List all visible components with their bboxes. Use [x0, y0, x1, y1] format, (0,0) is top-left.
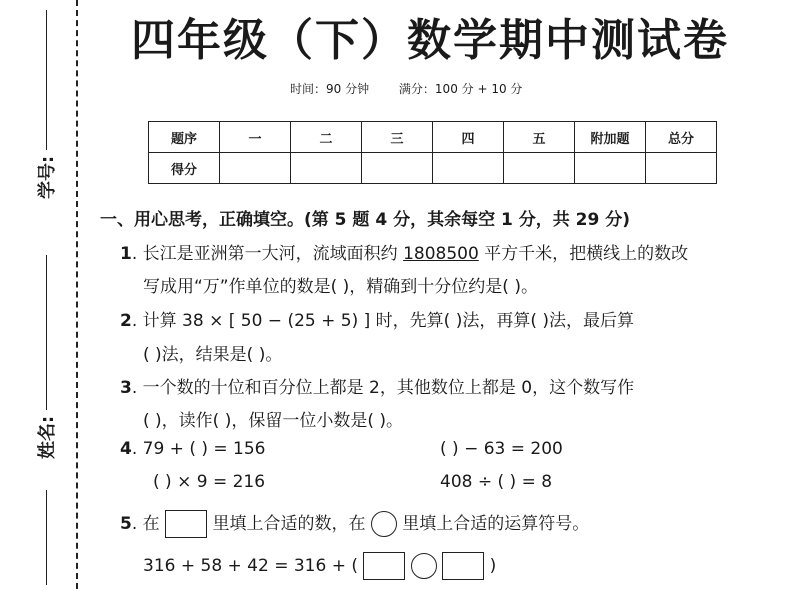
section-1-heading: 一、用心思考，正确填空。(第 5 题 4 分，其余每空 1 分，共 29 分): [100, 210, 631, 230]
question-5-line-1: [120, 509, 589, 538]
score-input-cell[interactable]: [433, 153, 504, 184]
score-input-cell[interactable]: [504, 153, 575, 184]
expression-text: ): [489, 556, 497, 576]
question-text: . 在: [131, 514, 160, 534]
question-number: 3: [120, 378, 132, 398]
score-table-cell: 三: [362, 122, 433, 153]
answer-box[interactable]: [442, 552, 484, 580]
underlined-number: 1808500: [403, 244, 479, 264]
question-5-expression: [143, 552, 496, 580]
question-text: . 一个数的十位和百分位上都是 2，其他数位上都是 0，这个数写作: [131, 378, 635, 398]
question-text: 里填上合适的运算符号。: [402, 514, 590, 534]
binding-dashed-line: [76, 0, 78, 589]
score-table-cell: 一: [220, 122, 291, 153]
question-3-line-1: [120, 373, 634, 398]
answer-box[interactable]: [363, 552, 405, 580]
page-title: 四年级（下）数学期中测试卷: [131, 15, 729, 66]
score-input-cell[interactable]: [362, 153, 433, 184]
question-2-line-2: ( )法，结果是( )。: [143, 345, 283, 365]
score-table: [148, 121, 717, 184]
question-2-line-1: [120, 306, 634, 331]
question-number: 4: [120, 439, 132, 459]
score-table-cell: 二: [291, 122, 362, 153]
score-input-cell[interactable]: [220, 153, 291, 184]
question-text: . 长江是亚洲第一大河，流域面积约: [131, 244, 404, 264]
score-table-header-row: [149, 122, 717, 153]
expression-text: 316 + 58 + 42 = 316 + (: [143, 556, 358, 576]
exam-info: [290, 80, 522, 97]
score-table-cell: 五: [504, 122, 575, 153]
score-input-cell[interactable]: [291, 153, 362, 184]
question-text: . 计算 38 × [ 50 − (25 + 5) ] 时，先算( )法，再算( )法，最后算: [131, 311, 634, 331]
score-row-label: 得分: [149, 153, 220, 184]
name-line-bottom: [46, 490, 47, 585]
question-text: 里填上合适的数，在: [212, 514, 366, 534]
name-label: 姓名:: [37, 415, 58, 459]
answer-box[interactable]: [165, 510, 207, 538]
score-table-cell: 四: [433, 122, 504, 153]
score-table-cell: 附加题: [575, 122, 646, 153]
exam-time: 时间：90 分钟: [290, 82, 370, 96]
question-4-item-d: 408 ÷ ( ) = 8: [440, 472, 553, 492]
question-4-item-c: ( ) × 9 = 216: [153, 472, 266, 492]
score-table-cell: 总分: [646, 122, 717, 153]
question-1-line-2: 写成用“万”作单位的数是( )，精确到十分位约是( )。: [143, 277, 538, 297]
binding-margin: [0, 0, 92, 589]
question-3-line-2: ( )，读作( )，保留一位小数是( )。: [143, 411, 404, 431]
question-text: . 79 + ( ) = 156: [131, 439, 266, 459]
question-number: 2: [120, 311, 132, 331]
score-input-cell[interactable]: [575, 153, 646, 184]
question-text: 平方千米，把横线上的数改: [478, 244, 689, 264]
exam-full-score: 满分：100 分 + 10 分: [398, 82, 523, 96]
score-table-score-row: [149, 153, 717, 184]
student-id-label: 学号:: [37, 155, 58, 199]
question-4-item-a: [120, 439, 266, 459]
question-4-item-b: ( ) − 63 = 200: [440, 439, 563, 459]
student-id-line-top: [46, 10, 47, 150]
question-1-line-1: [120, 239, 688, 264]
operator-circle[interactable]: [411, 553, 437, 579]
score-input-cell[interactable]: [646, 153, 717, 184]
operator-circle[interactable]: [371, 511, 397, 537]
score-table-cell: 题序: [149, 122, 220, 153]
question-number: 5: [120, 514, 132, 534]
name-line: [46, 255, 47, 410]
question-number: 1: [120, 244, 132, 264]
